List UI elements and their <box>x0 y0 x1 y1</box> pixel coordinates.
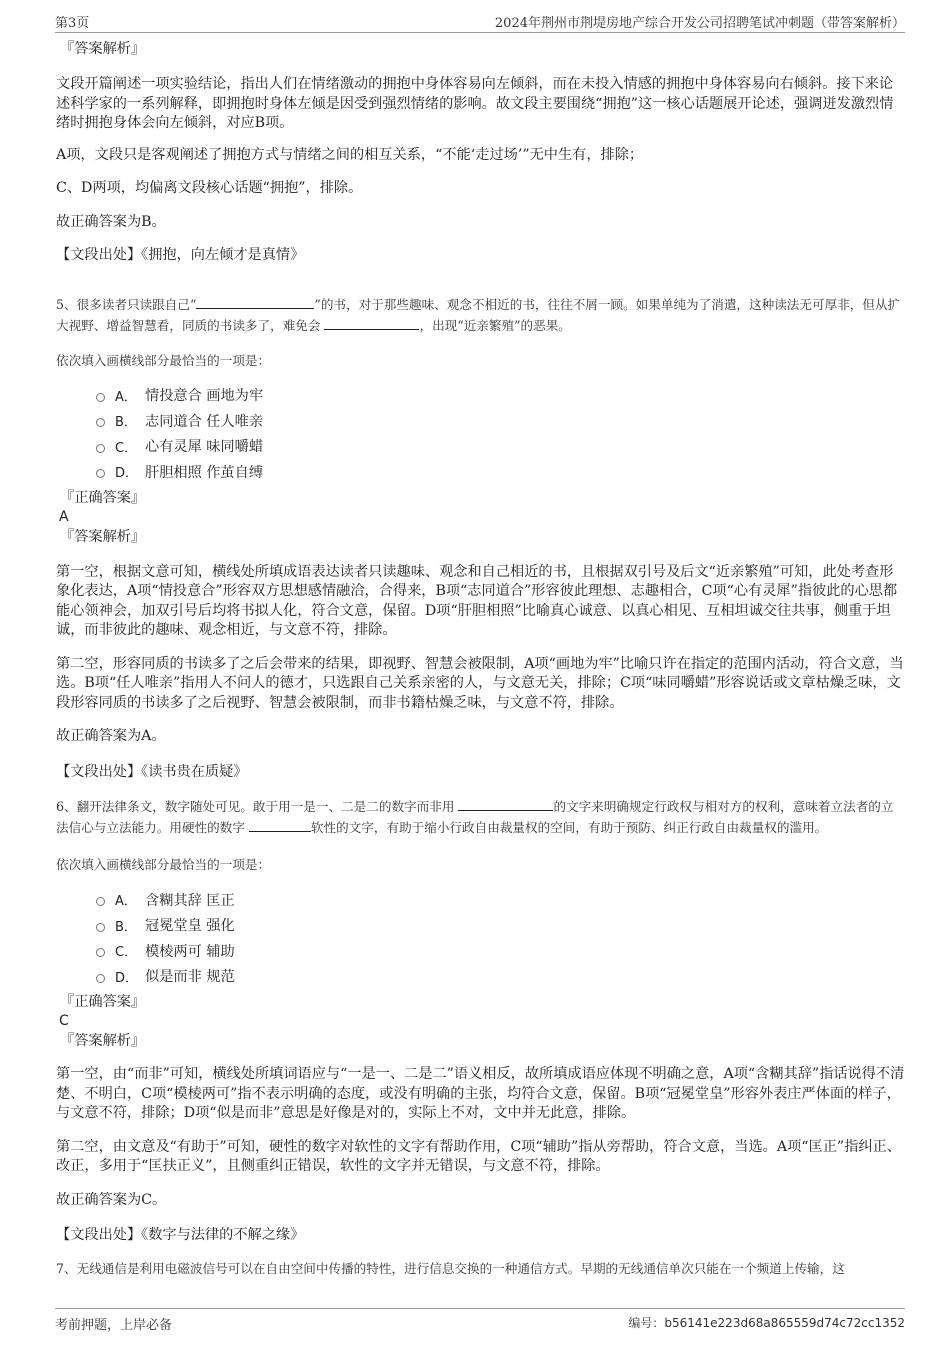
correct-answer-tag: 『正确答案』 <box>60 994 146 1010</box>
analysis-paragraph: A项，文段只是客观阐述了拥抱方式与情绪之间的相互关系，“不能‘走过场’”无中生有，排除； <box>56 146 644 163</box>
blank-2 <box>324 317 419 330</box>
page-header <box>55 10 905 33</box>
option-b[interactable]: B． 冠冕堂皇 强化 <box>96 913 905 939</box>
document-code: 编号：b56141e223d68a865559d74c72cc1352 <box>628 1316 905 1330</box>
document-title: 2024年荆州市荆堤房地产综合开发公司招聘笔试冲刺题（带答案解析） <box>494 16 905 31</box>
answer-statement: 故正确答案为C。 <box>56 1191 167 1208</box>
radio-button[interactable] <box>96 418 105 427</box>
radio-button[interactable] <box>96 948 105 957</box>
source-citation: 【文段出处】《读书贵在质疑》 <box>56 763 248 780</box>
radio-button[interactable] <box>96 393 105 402</box>
source-citation: 【文段出处】《拥抱，向左倾才是真情》 <box>56 247 305 263</box>
question-6-stem: 6、翻开法律条文，数字随处可见。敢于用一是一、二是二的数字而非用 的文字来明确规定行政权与相对方的权利，意味着立法者的立法信心与立法能力。用硬性的数字 软性的文字，有助于缩小行政自由裁量权的空间，有助于预防、纠正行政自由裁量权的滥用。 <box>56 799 894 835</box>
footer-slogan: 考前押题，上岸必备 <box>55 1318 173 1333</box>
question-instruction: 依次填入画横线部分最恰当的一项是： <box>56 857 271 872</box>
radio-button[interactable] <box>96 974 105 983</box>
radio-button[interactable] <box>96 897 105 906</box>
answer-statement: 故正确答案为B。 <box>56 213 166 230</box>
option-a[interactable]: A． 含糊其辞 匡正 <box>96 887 905 913</box>
question-5-stem: 5、很多读者只读跟自己“ ”的书，对于那些趣味、观念不相近的书，往往不屑一顾。如果单纯为了消遣，这种读法无可厚非，但从扩大视野、增益智慧看，同质的书读多了，难免会 ，出现“近亲繁殖”的恶果。 <box>56 296 901 333</box>
radio-button[interactable] <box>96 469 105 478</box>
option-d[interactable]: D． 似是而非 规范 <box>96 964 905 990</box>
analysis-paragraph: 文段开篇阐述一项实验结论，指出人们在情绪激动的拥抱中身体容易向左倾斜，而在未投入情感的拥抱中身体容易向右倾斜。接下来论述科学家的一系列解释，即拥抱时身体左倾是因受到强烈情绪的影响。故文段主要围绕“拥抱”这一核心话题展开论述，强调迸发激烈情绪时拥抱身体会向左倾斜，对应B项。 <box>56 76 894 131</box>
page-number: 第3页 <box>55 16 90 31</box>
correct-answer: C <box>59 1013 69 1029</box>
correct-answer-tag: 『正确答案』 <box>60 489 146 506</box>
analysis-tag: 『答案解析』 <box>60 41 146 57</box>
question-5-options <box>96 383 905 485</box>
correct-answer: A <box>59 508 69 525</box>
radio-button[interactable] <box>96 923 105 932</box>
question-instruction: 依次填入画横线部分最恰当的一项是： <box>56 352 271 368</box>
answer-statement: 故正确答案为A。 <box>56 728 166 744</box>
blank-1 <box>196 296 314 309</box>
question-7-stem: 7、无线通信是利用电磁波信号可以在自由空间中传播的特性，进行信息交换的一种通信方式。早期的无线通信单次只能在一个频道上传输，这 <box>56 1260 845 1276</box>
analysis-paragraph: 第一空，由“而非”可知，横线处所填词语应与“一是一、二是二”语义相反，故所填成语应体现不明确之意，A项“含糊其辞”指话说得不清楚、不明白，C项“模棱两可”指不表示明确的态度，或没有明确的主张，均符合文意，保留。B项“冠冕堂皇”形容外表庄严体面的样子，与文意不符，排除；D项“似是而非”意思是好像是对的，实际上不对，文中并无此意，排除。 <box>56 1066 905 1121</box>
source-citation: 【文段出处】《数字与法律的不解之缘》 <box>56 1227 305 1243</box>
option-a[interactable]: A． 情投意合 画地为牢 <box>96 383 905 409</box>
question-6-options <box>96 887 905 989</box>
analysis-paragraph: 第二空，由文意及“有助于”可知，硬性的数字对软性的文字有帮助作用，C项“辅助”指从旁帮助，符合文意，当选。A项“匡正”指纠正、改正，多用于“匡扶正义”，且侧重纠正错误，软性的文字并无错误，与文意不符，排除。 <box>56 1138 901 1174</box>
analysis-paragraph: 第一空，根据文意可知，横线处所填成语表达读者只读趣味、观念和自己相近的书，且根据双引号及后文“近亲繁殖”可知，此处考查形象化表达，A项“情投意合”形容双方思想感情融洽，合得来，B项“志同道合”形容彼此理想、志趣相合，C项“心有灵犀”指彼此的心思都能心领神会，加双引号后均将书拟人化，符合文意，保留。D项“肝胆相照”比喻真心诚意、以真心相见、互相坦诚交往共事，侧重于坦诚，而非彼此的趣味、观念相近，与文意不符，排除。 <box>56 563 898 638</box>
option-c[interactable]: C． 模棱两可 辅助 <box>96 938 905 964</box>
page-body <box>56 40 905 1293</box>
option-b[interactable]: B． 志同道合 任人唯亲 <box>96 408 905 434</box>
radio-button[interactable] <box>96 444 105 453</box>
blank-1 <box>458 798 553 811</box>
page-footer <box>55 1308 905 1331</box>
option-c[interactable]: C． 心有灵犀 味同嚼蜡 <box>96 434 905 460</box>
blank-2 <box>249 819 311 832</box>
analysis-paragraph: C、D两项，均偏离文段核心话题“拥抱”，排除。 <box>56 180 363 196</box>
option-d[interactable]: D． 肝胆相照 作茧自缚 <box>96 459 905 485</box>
analysis-tag: 『答案解析』 <box>60 528 146 545</box>
analysis-paragraph: 第二空，形容同质的书读多了之后会带来的结果，即视野、智慧会被限制，A项“画地为牢”比喻只许在指定的范围内活动，符合文意，当选。B项“任人唯亲”指用人不问人的德才，只选跟自己关系亲密的人，与文意无关，排除；C项“味同嚼蜡”形容说话或文章枯燥乏味，文段形容同质的书读多了之后视野、智慧会被限制，而非书籍枯燥乏味，与文意不符，排除。 <box>56 655 904 711</box>
analysis-tag: 『答案解析』 <box>60 1033 146 1049</box>
